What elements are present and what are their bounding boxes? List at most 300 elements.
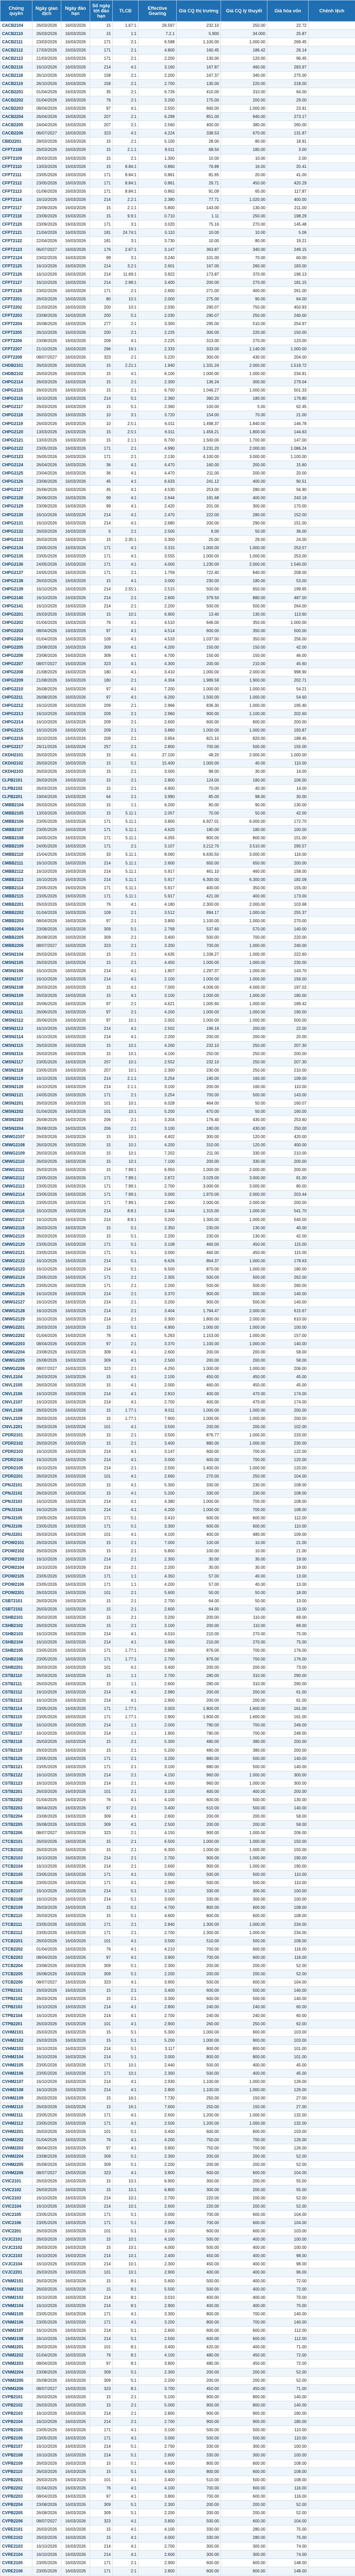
cell-code: CSHB2106 — [1, 1655, 32, 1663]
cell-gearing: 3.900 — [139, 1638, 177, 1647]
table-row — [1, 1025, 355, 1033]
cell-maturity: 16/03/2026 — [61, 1721, 90, 1730]
cell-maturity: 16/03/2026 — [61, 2061, 90, 2070]
cell-days: 10 — [90, 419, 113, 428]
cell-days: 200 — [90, 328, 113, 336]
cell-theoretical-price: 500.00 — [221, 2426, 267, 2434]
cell-market-price: 1.970.00 — [177, 1191, 221, 1199]
table-row — [1, 668, 355, 676]
cell-theoretical-price: 180.00 — [221, 577, 267, 585]
cell-theoretical-price: 800.00 — [221, 2401, 267, 2409]
cell-difference — [309, 1746, 355, 1754]
cell-theoretical-price: 700.00 — [221, 1655, 267, 1663]
cell-trade-date: 23/09/2026 — [32, 221, 61, 229]
cell-difference — [309, 1638, 355, 1647]
cell-market-price: 400.00 — [177, 2293, 221, 2301]
cell-days: 171 — [90, 1174, 113, 1182]
cell-gearing: 6.633 — [139, 478, 177, 486]
cell-code: CPOW2103 — [1, 1555, 32, 1564]
cell-days: 214 — [90, 278, 113, 286]
table-row — [1, 46, 355, 55]
cell-trade-date: 08/07/2027 — [32, 2517, 61, 2526]
cell-theoretical-price: 130.00 — [221, 1224, 267, 1232]
cell-days: 200 — [90, 303, 113, 312]
cell-days: 214 — [90, 1854, 113, 1862]
cell-days: 209 — [90, 735, 113, 743]
cell-ratio: 4:1 — [113, 2011, 139, 2020]
cell-market-price: 48.20 — [177, 751, 221, 759]
cell-gearing: 2.700 — [139, 1398, 177, 1406]
cell-gearing: 7.900 — [139, 1414, 177, 1422]
cell-ratio: 4:1 — [113, 1663, 139, 1671]
table-row — [1, 113, 355, 121]
cell-difference — [309, 1605, 355, 1613]
table-row — [1, 2410, 355, 2418]
cell-days: 214 — [90, 1025, 113, 1033]
cell-difference — [309, 784, 355, 792]
cell-maturity: 16/03/2026 — [61, 2567, 90, 2575]
cell-trade-date: 26/03/2026 — [32, 958, 61, 967]
table-row — [1, 1680, 355, 1688]
cell-trade-date: 16/10/2026 — [32, 2078, 61, 2086]
cell-theoretical-price: 700.00 — [221, 1647, 267, 1655]
cell-difference — [309, 444, 355, 452]
cell-difference — [309, 967, 355, 975]
cell-ratio: 2:1 — [113, 1746, 139, 1754]
cell-trade-date: 26/03/2026 — [32, 2028, 61, 2036]
cell-gearing: 2.880 — [139, 1647, 177, 1655]
cell-difference — [309, 2558, 355, 2567]
table-row — [1, 2044, 355, 2053]
cell-trade-date: 26/03/2026 — [32, 1614, 61, 1622]
cell-trade-date: 13/03/2026 — [32, 809, 61, 817]
cell-maturity: 16/03/2026 — [61, 792, 90, 801]
cell-days: 15 — [90, 212, 113, 221]
cell-market-price: 700.00 — [177, 2218, 221, 2227]
cell-maturity: 16/03/2026 — [61, 1779, 90, 1787]
cell-breakeven: 207.30 — [267, 1058, 309, 1066]
cell-code: CFPT2112 — [1, 179, 32, 187]
cell-trade-date: 23/05/2026 — [32, 1762, 61, 1771]
cell-trade-date: 26/06/2026 — [32, 1000, 61, 1008]
cell-maturity: 16/03/2026 — [61, 1663, 90, 1671]
cell-gearing: 2.550 — [139, 104, 177, 112]
cell-gearing: 1.807 — [139, 967, 177, 975]
cell-gearing: 2.900 — [139, 2558, 177, 2567]
cell-days: 15 — [90, 2534, 113, 2542]
cell-market-price: 10.00 — [177, 237, 221, 245]
cell-gearing: 3.990 — [139, 792, 177, 801]
cell-theoretical-price: 450.00 — [221, 2384, 267, 2393]
cell-market-price: 3.231.20 — [177, 444, 221, 452]
cell-code: CVNM2201 — [1, 2343, 32, 2351]
cell-breakeven: 60.00 — [267, 2003, 309, 2011]
cell-market-price: 460.00 — [177, 1248, 221, 1257]
cell-code: CVJC2102 — [1, 2244, 32, 2252]
cell-theoretical-price: 240.00 — [221, 2003, 267, 2011]
cell-trade-date: 23/09/2026 — [32, 204, 61, 212]
cell-theoretical-price: 1.000.00 — [221, 1207, 267, 1215]
cell-maturity: 16/03/2026 — [61, 1066, 90, 1074]
cell-theoretical-price: 1.000.00 — [221, 991, 267, 999]
cell-gearing: 4.380 — [139, 1497, 177, 1505]
cell-ratio: 5:1 — [113, 1912, 139, 1920]
cell-theoretical-price: 130.00 — [221, 1232, 267, 1240]
cell-trade-date: 08/07/2027 — [32, 1829, 61, 1837]
table-row — [1, 2210, 355, 2218]
cell-ratio: 5.11:1 — [113, 892, 139, 900]
cell-difference — [309, 1705, 355, 1713]
cell-theoretical-price: 1.000.00 — [221, 369, 267, 378]
table-row — [1, 1240, 355, 1248]
cell-maturity: 16/03/2026 — [61, 444, 90, 452]
cell-trade-date: 26/03/2026 — [32, 1141, 61, 1149]
cell-market-price: 220.00 — [177, 2194, 221, 2202]
cell-ratio: 16:1 — [113, 2103, 139, 2111]
cell-code: CMWG2204 — [1, 1348, 32, 1357]
cell-gearing: 3.400 — [139, 2127, 177, 2136]
cell-maturity: 16/03/2026 — [61, 502, 90, 511]
cell-theoretical-price: 400.00 — [221, 1787, 267, 1795]
cell-difference — [309, 1232, 355, 1240]
cell-code: CFPT2124 — [1, 253, 32, 262]
cell-market-price: 700.00 — [177, 942, 221, 950]
cell-ratio: 4:1 — [113, 502, 139, 511]
cell-market-price: 780.00 — [177, 1730, 221, 1738]
table-row — [1, 1439, 355, 1448]
cell-trade-date: 26/08/2026 — [32, 1970, 61, 1978]
cell-gearing: 4.450 — [139, 958, 177, 967]
cell-breakeven: 500.00 — [267, 1016, 309, 1025]
table-row — [1, 2526, 355, 2534]
cell-code: CHPG2127 — [1, 486, 32, 494]
cell-theoretical-price: 1.000.00 — [221, 1779, 267, 1787]
cell-trade-date: 16/10/2026 — [32, 2053, 61, 2061]
cell-trade-date: 26/03/2026 — [32, 2103, 61, 2111]
cell-market-price: 800.00 — [177, 2044, 221, 2053]
cell-days: 214 — [90, 2451, 113, 2459]
table-row — [1, 1787, 355, 1795]
cell-ratio: 5.11:1 — [113, 826, 139, 834]
table-row — [1, 809, 355, 817]
cell-gearing: 2.900 — [139, 1879, 177, 1887]
cell-maturity: 16/03/2026 — [61, 1937, 90, 1945]
cell-code: CFPT2202 — [1, 303, 32, 312]
cell-market-price: 175.00 — [177, 96, 221, 104]
cell-breakeven: 179.80 — [267, 395, 309, 403]
cell-code: CMBB2204 — [1, 925, 32, 934]
cell-gearing: 0.110 — [139, 229, 177, 237]
cell-gearing: 2.200 — [139, 1232, 177, 1240]
cell-trade-date: 16/10/2026 — [32, 2044, 61, 2053]
cell-ratio: 5.11:1 — [113, 859, 139, 867]
table-row — [1, 436, 355, 444]
cell-maturity: 16/03/2026 — [61, 2534, 90, 2542]
cell-maturity: 16/03/2026 — [61, 1928, 90, 1937]
cell-days: 15 — [90, 1746, 113, 1754]
cell-code: CPDR2103 — [1, 1448, 32, 1456]
cell-trade-date: 23/05/2026 — [32, 1248, 61, 1257]
cell-maturity: 16/03/2026 — [61, 1182, 90, 1191]
cell-breakeven: 261.00 — [267, 287, 309, 295]
cell-maturity: 16/03/2026 — [61, 544, 90, 552]
cell-ratio: 2:1 — [113, 1307, 139, 1315]
table-row — [1, 1373, 355, 1381]
table-row — [1, 1862, 355, 1870]
cell-ratio: 4:1 — [113, 1398, 139, 1406]
cell-gearing: 4.510 — [139, 618, 177, 626]
cell-market-price: 290.07 — [177, 303, 221, 312]
cell-code: CACB2112 — [1, 46, 32, 55]
cell-days: 101 — [90, 1108, 113, 1116]
cell-market-price: 200.00 — [177, 1622, 221, 1630]
cell-maturity: 16/03/2026 — [61, 2119, 90, 2127]
cell-ratio: 2:1 — [113, 1340, 139, 1348]
cell-code: CTCB2206 — [1, 1978, 32, 1987]
cell-trade-date: 16/10/2026 — [32, 709, 61, 718]
cell-market-price: 143.00 — [177, 204, 221, 212]
cell-days: 101 — [90, 2268, 113, 2277]
cell-breakeven: 206.00 — [267, 1829, 309, 1837]
cell-theoretical-price: 200.00 — [221, 2509, 267, 2517]
cell-theoretical-price: 470.00 — [221, 1389, 267, 1398]
table-row — [1, 270, 355, 278]
cell-theoretical-price: 150.00 — [221, 2103, 267, 2111]
table-row — [1, 1920, 355, 1928]
cell-maturity: 16/03/2026 — [61, 1224, 90, 1232]
cell-market-price: 1.800.00 — [177, 1705, 221, 1713]
cell-maturity: 16/03/2026 — [61, 1580, 90, 1588]
cell-trade-date: 26/03/2026 — [32, 1547, 61, 1555]
cell-market-price: 500.00 — [177, 2434, 221, 2443]
cell-trade-date: 16/10/2026 — [32, 1564, 61, 1572]
cell-trade-date: 23/05/2026 — [32, 2318, 61, 2326]
cell-days: 171 — [90, 884, 113, 892]
cell-theoretical-price: 200.00 — [221, 469, 267, 478]
cell-ratio: 2.1:1 — [113, 1074, 139, 1082]
cell-market-price: 1.100.00 — [177, 2086, 221, 2094]
cell-theoretical-price: 1.000.00 — [221, 1862, 267, 1870]
cell-ratio: 4:1 — [113, 561, 139, 569]
cell-theoretical-price: 800.00 — [221, 2044, 267, 2053]
table-row — [1, 2235, 355, 2244]
cell-theoretical-price: 1.000.00 — [221, 726, 267, 734]
cell-code: CTCB2104 — [1, 1862, 32, 1870]
cell-trade-date: 26/03/2026 — [32, 801, 61, 809]
cell-days: 15 — [90, 1165, 113, 1174]
cell-breakeven: 253.00 — [267, 552, 309, 561]
cell-market-price: 64.00 — [177, 1605, 221, 1613]
cell-trade-date: 16/10/2026 — [32, 1315, 61, 1323]
cell-code: CSTB2206 — [1, 1829, 32, 1837]
cell-gearing: 6.200 — [139, 693, 177, 701]
cell-code: CACB2206 — [1, 129, 32, 138]
cell-code: CMWG2112 — [1, 1174, 32, 1182]
cell-trade-date: 26/03/2026 — [32, 154, 61, 162]
cell-code: CNVL2109 — [1, 1414, 32, 1422]
cell-trade-date: 01/04/2026 — [32, 635, 61, 643]
cell-code: CMWG2203 — [1, 1340, 32, 1348]
cell-code: CVPB2205 — [1, 2509, 32, 2517]
cell-gearing: 4.900 — [139, 1323, 177, 1331]
cell-gearing: 4.700 — [139, 1904, 177, 1912]
cell-market-price: 1.000.00 — [177, 552, 221, 561]
cell-days: 171 — [90, 1514, 113, 1522]
cell-difference — [309, 154, 355, 162]
cell-maturity: 16/03/2026 — [61, 1331, 90, 1340]
cell-difference — [309, 1008, 355, 1016]
cell-difference — [309, 1995, 355, 2003]
cell-theoretical-price: 430.00 — [221, 1124, 267, 1132]
cell-days: 15 — [90, 22, 113, 30]
cell-days: 15 — [90, 751, 113, 759]
cell-ratio: 8.84:1 — [113, 187, 139, 195]
cell-code: CVNM2105 — [1, 2310, 32, 2318]
cell-code: CTCB2102 — [1, 1845, 32, 1854]
cell-gearing: 7.200 — [139, 685, 177, 693]
cell-gearing: 2.700 — [139, 2443, 177, 2451]
cell-theoretical-price: 450.00 — [221, 2360, 267, 2368]
cell-maturity: 16/03/2026 — [61, 535, 90, 544]
cell-trade-date: 23/05/2026 — [32, 2310, 61, 2318]
cell-maturity: 16/03/2026 — [61, 1357, 90, 1365]
cell-difference — [309, 851, 355, 859]
cell-days: 15 — [90, 2467, 113, 2476]
cell-maturity: 16/03/2026 — [61, 2443, 90, 2451]
cell-gearing: 3.050 — [139, 1870, 177, 1878]
table-row — [1, 195, 355, 204]
cell-theoretical-price: 600.00 — [221, 2169, 267, 2177]
cell-ratio: 5:1 — [113, 1970, 139, 1978]
cell-gearing: 2.600 — [139, 1862, 177, 1870]
cell-code: CMWG2114 — [1, 1191, 32, 1199]
cell-days: 97 — [90, 1008, 113, 1016]
cell-theoretical-price: 1.000.00 — [221, 1431, 267, 1439]
cell-maturity: 16/03/2026 — [61, 2393, 90, 2401]
cell-gearing: 3.000 — [139, 1895, 177, 1904]
cell-market-price: 330.00 — [177, 2526, 221, 2534]
cell-difference — [309, 2343, 355, 2351]
cell-ratio: 4:1 — [113, 1348, 139, 1357]
cell-days: 309 — [90, 643, 113, 652]
cell-breakeven: 262.00 — [267, 1274, 309, 1282]
cell-days: 97 — [90, 1953, 113, 1961]
cell-days: 109 — [90, 909, 113, 917]
cell-market-price: 85.00 — [177, 792, 221, 801]
cell-ratio: 4:1 — [113, 577, 139, 585]
cell-gearing: 3.204 — [139, 1116, 177, 1124]
cell-maturity: 16/03/2026 — [61, 38, 90, 46]
table-row — [1, 1066, 355, 1074]
cell-days: 214 — [90, 1779, 113, 1787]
cell-gearing: 5.917 — [139, 867, 177, 875]
cell-market-price: 510.00 — [177, 2476, 221, 2484]
cell-trade-date: 26/05/2026 — [32, 452, 61, 461]
cell-difference — [309, 1920, 355, 1928]
cell-days: 214 — [90, 1638, 113, 1647]
cell-maturity: 16/03/2026 — [61, 2268, 90, 2277]
cell-days: 15 — [90, 154, 113, 162]
table-row — [1, 693, 355, 701]
cell-ratio: 2:1 — [113, 1564, 139, 1572]
cell-trade-date: 24/05/2026 — [32, 569, 61, 577]
cell-code: CVHM2111 — [1, 2111, 32, 2119]
cell-days: 97 — [90, 2492, 113, 2500]
cell-difference — [309, 1945, 355, 1953]
cell-days: 214 — [90, 1389, 113, 1398]
cell-ratio: 8:1 — [113, 2343, 139, 2351]
cell-difference — [309, 88, 355, 96]
cell-maturity: 16/03/2026 — [61, 1348, 90, 1357]
cell-maturity: 16/03/2026 — [61, 2177, 90, 2185]
cell-maturity: 16/03/2026 — [61, 113, 90, 121]
cell-maturity: 16/03/2026 — [61, 121, 90, 129]
cell-code: CMSN2116 — [1, 1049, 32, 1058]
cell-difference — [309, 2310, 355, 2318]
cell-theoretical-price: 350.00 — [221, 884, 267, 892]
table-row — [1, 295, 355, 303]
cell-difference — [309, 602, 355, 610]
cell-days: 99 — [90, 502, 113, 511]
cell-code: CHPG2201 — [1, 610, 32, 618]
cell-breakeven: 501.33 — [267, 386, 309, 395]
cell-market-price: 230.00 — [177, 577, 221, 585]
cell-trade-date: 26/03/2026 — [32, 1232, 61, 1240]
cell-ratio: 4:1 — [113, 369, 139, 378]
cell-theoretical-price: 250.00 — [221, 212, 267, 221]
cell-difference — [309, 701, 355, 709]
cell-code: CMBB2108 — [1, 834, 32, 842]
cell-market-price: 6.630.50 — [177, 851, 221, 859]
cell-maturity: 16/03/2026 — [61, 851, 90, 859]
cell-days: 15 — [90, 1232, 113, 1240]
cell-code: CMSN2201 — [1, 1099, 32, 1108]
cell-code: CTCB2204 — [1, 1961, 32, 1970]
cell-trade-date: 26/03/2026 — [32, 784, 61, 792]
cell-gearing: 4.800 — [139, 46, 177, 55]
cell-difference — [309, 395, 355, 403]
cell-maturity: 16/03/2026 — [61, 369, 90, 378]
cell-code: CSTB2205 — [1, 1821, 32, 1829]
cell-days: 209 — [90, 726, 113, 734]
cell-breakeven: 189.45 — [267, 735, 309, 743]
cell-breakeven: 56.90 — [267, 486, 309, 494]
cell-ratio: 4:1 — [113, 2078, 139, 2086]
cell-trade-date: 26/03/2026 — [32, 1605, 61, 1613]
cell-theoretical-price: 4.000.00 — [221, 983, 267, 991]
cell-difference — [309, 1274, 355, 1282]
cell-code: CSTB2202 — [1, 1796, 32, 1804]
cell-gearing: 6.700 — [139, 386, 177, 395]
cell-difference — [309, 262, 355, 270]
table-row — [1, 312, 355, 320]
cell-gearing: 2.552 — [139, 1058, 177, 1066]
cell-theoretical-price: 1.000.00 — [221, 1414, 267, 1422]
cell-market-price: 222.00 — [177, 511, 221, 519]
cell-ratio: 5:1 — [113, 2036, 139, 2044]
cell-market-price: 3.000.00 — [177, 1182, 221, 1191]
cell-ratio: 4:1 — [113, 1870, 139, 1878]
cell-trade-date: 26/03/2026 — [32, 1837, 61, 1845]
cell-theoretical-price: 1.000.00 — [221, 1008, 267, 1016]
cell-maturity: 16/03/2026 — [61, 1845, 90, 1854]
cell-days: 15 — [90, 1381, 113, 1389]
cell-gearing: 2.600 — [139, 2550, 177, 2558]
table-row — [1, 1099, 355, 1108]
cell-ratio: 4:1 — [113, 1821, 139, 1829]
cell-difference — [309, 1647, 355, 1655]
cell-market-price: 154.00 — [177, 411, 221, 419]
